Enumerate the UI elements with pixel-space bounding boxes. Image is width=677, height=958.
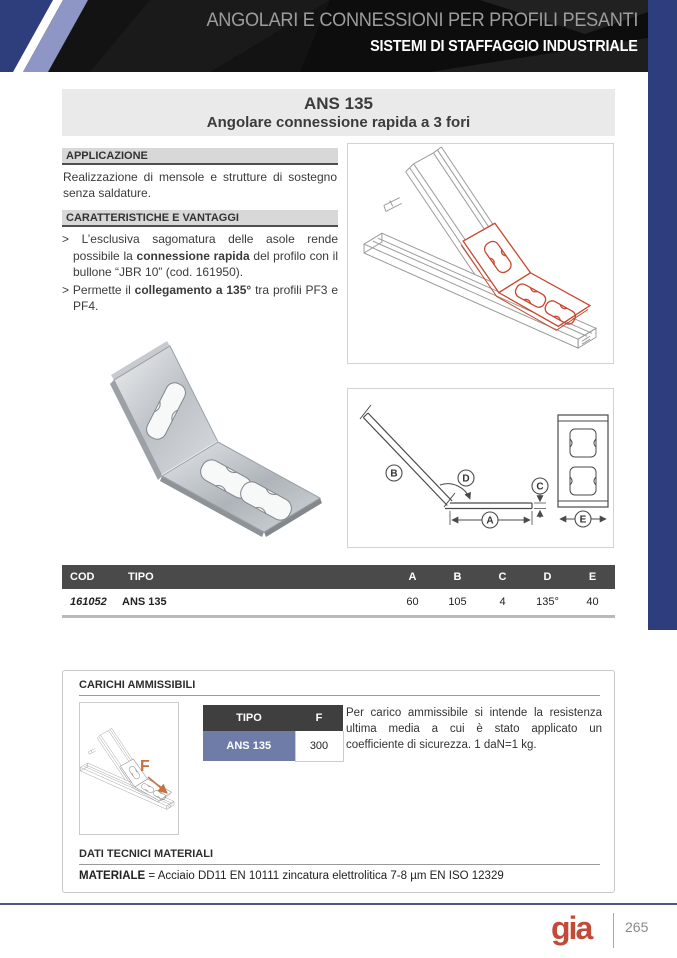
product-photo [70,324,332,538]
product-code: ANS 135 [304,94,373,113]
list-item [62,282,338,314]
dim-label-a [482,512,498,528]
svg-text:A: A [486,515,494,527]
dim-label-b [386,465,402,481]
brand-logo: gia [551,910,592,946]
col-header-cod: COD [62,565,120,589]
caratteristiche-list [62,231,338,314]
feature-text-bold: connessione rapida [136,248,250,263]
feature-text-bold: collegamento a 135° [134,282,252,297]
dati-tecnici-heading: DATI TECNICI MATERIALI [79,848,600,865]
carichi-heading: CARICHI AMMISSIBILI [79,679,600,696]
cell-tipo: ANS 135 [120,589,390,616]
right-accent-bar [648,0,677,630]
feature-text: Permette il [72,282,135,297]
cell-e: 40 [570,589,615,616]
col-header-d: D [525,565,570,589]
dim-label-e [575,511,591,527]
dimension-diagram [348,389,613,547]
svg-text:D: D [462,473,470,485]
cell-b: 105 [435,589,480,616]
feature-text: tra profili PF3 e PF4. [73,282,339,314]
materiale-value: = Acciaio DD11 EN 10111 zincatura elettrolitica 7-8 µm EN ISO 12329 [145,870,504,882]
product-title-block [62,89,615,136]
materiale-line [79,870,600,882]
force-label: F [140,758,150,775]
dimensions-table [62,565,615,618]
carichi-section-box [62,670,615,893]
carichi-note: Per carico ammissibile si intende la resistenza ultima media a cui è stato applicato un coefficiente di sicurezza. 1 daN=1 kg. [346,707,602,752]
dim-label-c [532,478,548,494]
list-item [62,231,338,280]
cell-c: 4 [480,589,525,616]
bullet-marker: > [62,282,70,297]
assembly-drawing-box [347,143,614,364]
dimension-diagram-box [347,388,614,548]
bullet-marker: > [62,232,70,247]
load-diagram-box [79,702,179,835]
table-header-row [62,565,615,589]
col-header-a: A [390,565,435,589]
col-header-c: C [480,565,525,589]
svg-text:B: B [390,468,398,480]
applicazione-heading: APPLICAZIONE [62,148,338,165]
table-row [62,589,615,616]
page-header [0,0,648,72]
load-diagram [80,703,178,834]
cell-cod: 161052 [62,589,120,616]
col-header-e: E [570,565,615,589]
footer-rule [0,903,677,905]
product-subtitle: Angolare connessione rapida a 3 fori [206,114,471,131]
feature-text: L’esclusiva sagomatura delle asole rende possibile la [73,232,338,263]
load-cell-tipo: ANS 135 [203,731,295,761]
svg-text:C: C [536,481,544,493]
col-header-b: B [435,565,480,589]
load-table [203,705,344,762]
feature-text: del profilo con il bullone “JBR 10” (cod. 161950). [73,248,339,279]
caratteristiche-heading: CARATTERISTICHE E VANTAGGI [62,210,338,227]
load-table-header-row [203,705,343,731]
load-cell-f: 300 [295,731,343,761]
applicazione-text: Realizzazione di mensole e strutture di sostegno senza saldature. [63,170,337,201]
load-col-f: F [295,705,343,731]
col-header-tipo: TIPO [120,565,390,589]
assembly-iso-drawing [348,144,613,363]
load-col-tipo: TIPO [203,705,295,731]
load-table-row [203,731,343,761]
footer-divider [613,913,614,948]
header-series-title: SISTEMI DI STAFFAGGIO INDUSTRIALE [370,38,638,55]
header-category-title: ANGOLARI E CONNESSIONI PER PROFILI PESANTI [206,9,638,31]
cell-a: 60 [390,589,435,616]
dim-label-d [458,470,474,486]
left-column [62,148,338,316]
page-number: 265 [625,919,649,935]
svg-text:E: E [579,514,587,526]
cell-d: 135° [525,589,570,616]
materiale-label: MATERIALE [79,870,146,882]
